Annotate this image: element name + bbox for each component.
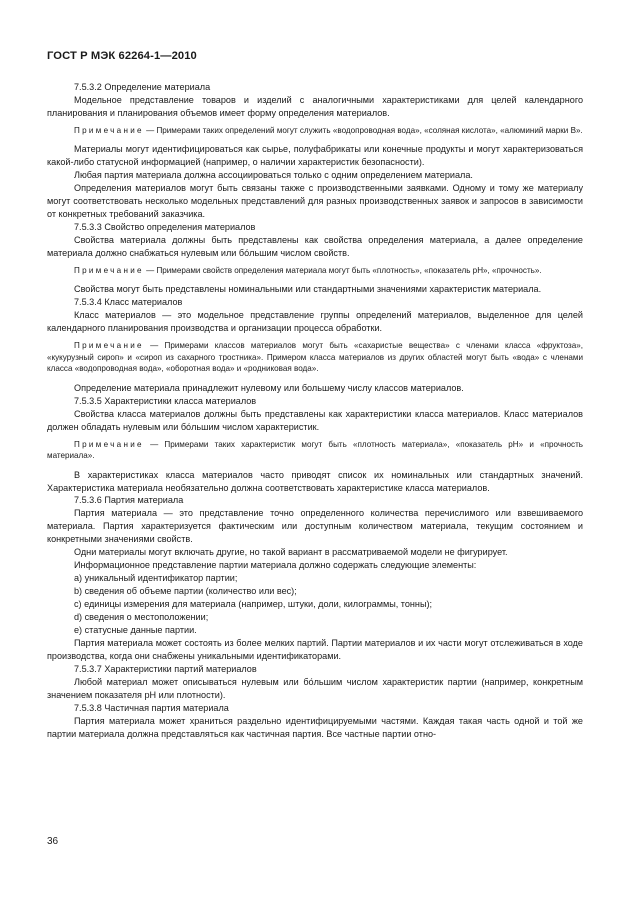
list-item: e) статусные данные партии. <box>74 625 197 635</box>
section-heading: 7.5.3.2 Определение материала <box>74 82 211 92</box>
body-paragraph: Информационное представление партии материала должно содержать следующие элементы: <box>74 560 477 571</box>
note-label: Примечание <box>74 265 144 275</box>
body-paragraph: Модельное представление товаров и изделий с аналогичными характеристиками для целей календарного планирования и планирования объемов имеет форму определения материалов. <box>47 94 583 118</box>
body-paragraph: В характеристиках класса материалов часто приводят список их номинальных или стандартных значений. Характеристика материала необязательно должна соответствовать характеристике класса материалов. <box>47 469 583 493</box>
note-text: — Примерами свойств определения материала могут быть «плотность», «показатель рН», «прочность». <box>143 265 542 275</box>
body-paragraph: Свойства могут быть представлены номинальными или стандартными значениями характеристик материала. <box>74 284 542 295</box>
page-body <box>47 81 583 741</box>
body-paragraph: Определения материалов могут быть связаны также с производственными заявками. Одному и тому же материалу могут соответствовать несколько модельных представлений для разных производственных заявок и запросов в зависимости от конкретных требований заказчика. <box>47 183 583 220</box>
page-header: ГОСТ Р МЭК 62264-1—2010 <box>47 50 197 62</box>
note-paragraph <box>47 340 583 375</box>
note-text: — Примерами таких определений могут служить «водопроводная вода», «соляная кислота», «алюминий марки В». <box>143 125 583 135</box>
body-paragraph: Любой материал может описываться нулевым или бо́льшим числом характеристик партии (например, конкретным значением показателя рН или плотности). <box>47 676 583 700</box>
section-heading: 7.5.3.7 Характеристики партий материалов <box>74 663 257 674</box>
note-text: — Примерами таких характеристик могут быть «плотность материала», «показатель рН» и «прочность материала». <box>47 439 583 461</box>
body-paragraph: Одни материалы могут включать другие, но такой вариант в рассматриваемой модели не фигурирует. <box>74 547 508 558</box>
body-paragraph: Партия материала — это представление точно определенного количества перечислимого или взвешиваемого материала. Партия характеризуется фактическим или доступным количеством материала, текущим состоянием и конкретными значениями свойств. <box>47 508 583 545</box>
note-paragraph <box>47 125 583 137</box>
body-paragraph: Материалы могут идентифицироваться как сырье, полуфабрикаты или конечные продукты и могут характеризоваться какой-либо статусной информацией (например, о наличии характеристик безопасности). <box>47 144 583 168</box>
note-label: Примечание <box>74 341 144 351</box>
list-item: d) сведения о местоположении; <box>74 612 209 623</box>
note-paragraph <box>47 439 583 462</box>
body-paragraph: Свойства класса материалов должны быть представлены как характеристики класса материалов. Класс материалов должен обладать нулевым или бо́льшим числом характеристик. <box>47 408 583 432</box>
note-label: Примечание <box>74 125 144 135</box>
note-label: Примечание <box>74 439 144 449</box>
section-heading: 7.5.3.8 Частичная партия материала <box>74 702 229 713</box>
section-heading: 7.5.3.6 Партия материала <box>74 495 184 506</box>
section-heading: 7.5.3.3 Свойство определения материалов <box>74 222 256 233</box>
note-text: — Примерами классов материалов могут быть «сахаристые вещества» с членами класса «фруктоза», «кукурузный сироп» и «сироп из сахарного тростника». Примером класса материалов из других областей могут быть «вода» с членами класса «водопроводная вода», «оборотная вода» и «родниковая вода». <box>47 341 583 374</box>
body-paragraph: Определение материала принадлежит нулевому или большему числу классов материалов. <box>74 382 464 393</box>
body-paragraph: Партия материала может храниться раздельно идентифицируемыми частями. Каждая такая часть одной и той же партии материала должна представляться как частичная партия. Все частные партии отно- <box>47 715 583 739</box>
page-number: 36 <box>47 836 59 847</box>
note-paragraph <box>47 265 583 277</box>
body-paragraph: Свойства материала должны быть представлены как свойства определения материала, а далее определение материала должно снабжаться нулевым или бо́льшим числом свойств. <box>47 235 583 258</box>
list-item: b) сведения об объеме партии (количество или вес); <box>74 586 297 597</box>
body-paragraph: Любая партия материала должна ассоциироваться только с одним определением материала. <box>74 170 473 181</box>
section-heading: 7.5.3.4 Класс материалов <box>74 297 183 308</box>
list-item: c) единицы измерения для материала (например, штуки, доли, килограммы, тонны); <box>74 599 433 610</box>
section-heading: 7.5.3.5 Характеристики класса материалов <box>74 395 257 406</box>
body-paragraph: Класс материалов — это модельное представление группы определений материалов, выделенное для целей календарного планирования производства и организации процесса обработки. <box>47 310 583 334</box>
body-paragraph: Партия материала может состоять из более мелких партий. Партии материалов и их части могут отслеживаться в ходе производства, когда они снабжены уникальными идентификаторами. <box>47 637 583 661</box>
list-item: а) уникальный идентификатор партии; <box>74 573 238 584</box>
